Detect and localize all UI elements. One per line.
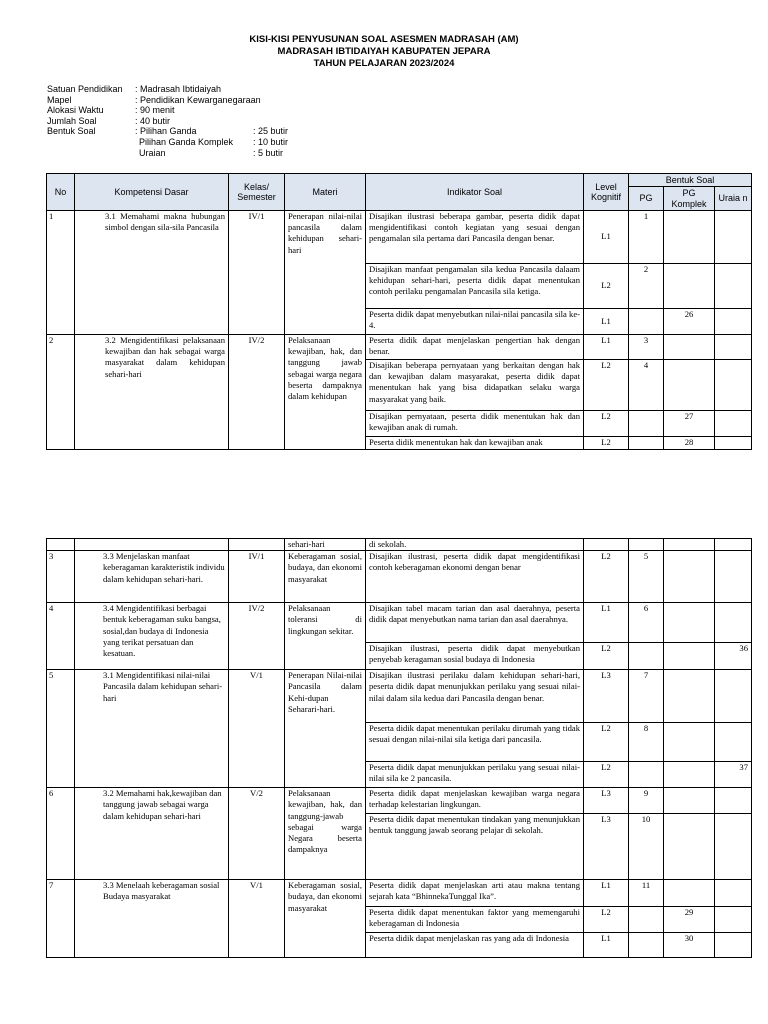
cell-materi: Keberagaman sosial, budaya, dan ekonomi masyarakat xyxy=(285,551,366,603)
title-line-2: MADRASAH IBTIDAIYAH KABUPATEN JEPARA xyxy=(277,46,491,57)
cell-pg: 8 xyxy=(629,723,664,762)
cell-kompetensi-dasar: 3.2 Mengidentifikasi pelaksanaan kewajiban dan hak sebagai warga masyarakat dalam kehidupan sehari-hari xyxy=(75,335,229,450)
cell-no: 7 xyxy=(47,880,75,958)
cell-pg: 2 xyxy=(629,264,664,309)
cell-pg-komplek xyxy=(664,360,715,411)
info-value: : Pilihan Ganda xyxy=(135,126,197,137)
cell-level: L1 xyxy=(584,335,629,360)
info-label: Alokasi Waktu xyxy=(47,105,104,116)
cell-uraian xyxy=(715,309,752,335)
cell-kompetensi-dasar: 3.1 Memahami makna hubungan simbol dengan sila-sila Pancasila xyxy=(75,211,229,335)
cell-uraian xyxy=(715,264,752,309)
cell-pg: 10 xyxy=(629,814,664,880)
cell-kelas: IV/2 xyxy=(229,603,285,670)
cell-uraian xyxy=(715,551,752,603)
cell-no: 3 xyxy=(47,551,75,603)
cell-level: L2 xyxy=(584,907,629,933)
cell-no: 1 xyxy=(47,211,75,335)
table-row xyxy=(47,539,752,551)
info-count: : 25 butir xyxy=(253,126,289,137)
cell-level: L2 xyxy=(584,411,629,437)
cell-uraian xyxy=(715,880,752,907)
cell-indikator: Peserta didik dapat menentukan faktor yang memengaruhi keberagaman di Indonesia xyxy=(366,907,584,933)
header-kompetensi-dasar: Kompetensi Dasar xyxy=(75,174,229,211)
cell-uraian xyxy=(715,539,752,551)
cell-kelas xyxy=(229,539,285,551)
cell-pg-komplek xyxy=(664,643,715,670)
cell-no: 2 xyxy=(47,335,75,450)
title-line-1: KISI-KISI PENYUSUNAN SOAL ASESMEN MADRASAH (AM) xyxy=(249,34,519,45)
table-row xyxy=(47,880,752,907)
kisi-kisi-table-page-2 xyxy=(46,538,752,958)
info-count: : 10 butir xyxy=(253,136,289,147)
cell-pg-komplek xyxy=(664,335,715,360)
cell-pg-komplek xyxy=(664,264,715,309)
cell-no: 4 xyxy=(47,603,75,670)
cell-uraian xyxy=(715,437,752,450)
cell-materi: Keberagaman sosial, budaya, dan ekonomi masyarakat xyxy=(285,880,366,958)
table-row xyxy=(47,211,752,264)
cell-level: L1 xyxy=(584,603,629,643)
header-kelas-semester: Kelas/ Semester xyxy=(229,174,285,211)
cell-indikator: Disajikan pernyataan, peserta didik menentukan hak dan kewajiban anak di rumah. xyxy=(366,411,584,437)
cell-indikator: Disajikan manfaat pengamalan sila kedua Pancasila dalaam kehidupan sehari-hari, peserta didik dapat menentukan contoh perilaku pengamalan Pancasila sila ketiga. xyxy=(366,264,584,309)
cell-pg-komplek: 28 xyxy=(664,437,715,450)
table-row xyxy=(47,788,752,814)
header-pg-komplek: PG Komplek xyxy=(664,187,715,211)
header-materi: Materi xyxy=(285,174,366,211)
cell-materi: Penerapan Nilai-nilai Pancasila dalam Kehi-dupan Seharari-hari. xyxy=(285,670,366,788)
cell-uraian: 37 xyxy=(715,762,752,788)
cell-materi: Pelaksanaan toleransi di lingkungan sekitar. xyxy=(285,603,366,670)
cell-indikator: Peserta didik dapat menjelaskan arti atau makna tentang sejarah kata “BhinnekaTunggal Ika”. xyxy=(366,880,584,907)
cell-level: L3 xyxy=(584,670,629,723)
cell-level: L2 xyxy=(584,762,629,788)
cell-pg-komplek xyxy=(664,551,715,603)
cell-indikator: Disajikan beberapa pernyataan yang berkaitan dengan hak dan kewajiban dalam masyarakat, peserta didik dapat menentukan hak yang bisa didapatkan selaku warga masyarakat yang baik. xyxy=(366,360,584,411)
cell-level: L3 xyxy=(584,788,629,814)
cell-indikator: Peserta didik dapat menentukan tindakan yang menunjukkan bentuk tanggung jawab seorang pelajar di sekolah. xyxy=(366,814,584,880)
table-row xyxy=(47,670,752,723)
cell-pg: 5 xyxy=(629,551,664,603)
kisi-kisi-table-page-1 xyxy=(46,173,752,450)
cell-materi: Pelaksanaan kewajiban, hak, dan tanggung jawab sebagai warga negara beserta dampaknya dalam kehidupan xyxy=(285,335,366,450)
cell-indikator: Disajikan ilustrasi perilaku dalam kehidupan sehari-hari, peserta didik dapat menunjukkan perilaku yang sesuai nilai-nilai dalam sila kedua dari Pancasila dengan benar. xyxy=(366,670,584,723)
info-value: : 90 menit xyxy=(135,105,175,116)
header-pg: PG xyxy=(629,187,664,211)
cell-uraian xyxy=(715,670,752,723)
info-value: : Madrasah Ibtidaiyah xyxy=(135,84,222,94)
cell-pg-komplek xyxy=(664,211,715,264)
cell-level: L2 xyxy=(584,264,629,309)
cell-uraian xyxy=(715,814,752,880)
cell-pg: 3 xyxy=(629,335,664,360)
cell-level: L1 xyxy=(584,880,629,907)
cell-uraian xyxy=(715,211,752,264)
cell-kelas: V/1 xyxy=(229,670,285,788)
cell-pg: 7 xyxy=(629,670,664,723)
info-label: Satuan Pendidikan xyxy=(47,84,123,94)
cell-pg: 1 xyxy=(629,211,664,264)
cell-indikator: Disajikan ilustrasi, peserta didik dapat mengidentifikasi contoh keberagaman ekonomi dengan benar xyxy=(366,551,584,603)
cell-pg xyxy=(629,411,664,437)
cell-pg xyxy=(629,907,664,933)
table-row xyxy=(47,335,752,360)
cell-uraian xyxy=(715,788,752,814)
cell-kelas: IV/1 xyxy=(229,211,285,335)
cell-pg-komplek: 27 xyxy=(664,411,715,437)
title-line-3: TAHUN PELAJARAN 2023/2024 xyxy=(313,58,455,69)
info-label: Bentuk Soal xyxy=(47,126,96,137)
cell-level: L1 xyxy=(584,309,629,335)
cell-kompetensi-dasar: 3.2 Memahami hak,kewajiban dan tanggung jawab sebagai warga dalam kehidupan sehari-hari xyxy=(75,788,229,880)
cell-level: L2 xyxy=(584,437,629,450)
cell-materi: sehari-hari xyxy=(285,539,366,551)
cell-indikator: Peserta didik dapat menyebutkan nilai-nilai pancasila sila ke-4. xyxy=(366,309,584,335)
cell-level: L2 xyxy=(584,360,629,411)
info-value: : Pendidikan Kewarganegaraan xyxy=(135,94,261,105)
header-level-kognitif: Level Kognitif xyxy=(584,174,629,211)
cell-kelas: V/1 xyxy=(229,880,285,958)
cell-pg-komplek xyxy=(664,670,715,723)
cell-uraian xyxy=(715,360,752,411)
cell-pg: 11 xyxy=(629,880,664,907)
cell-uraian xyxy=(715,411,752,437)
info-count: : 5 butir xyxy=(253,147,284,158)
cell-indikator: Peserta didik dapat menjelaskan pengertian hak dengan benar. xyxy=(366,335,584,360)
cell-pg-komplek xyxy=(664,814,715,880)
cell-indikator: Disajikan tabel macam tarian dan asal daerahnya, peserta didik dapat menyebutkan nama tarian dan asal daerahnya. xyxy=(366,603,584,643)
cell-level: L2 xyxy=(584,643,629,670)
cell-level: L1 xyxy=(584,933,629,958)
cell-pg xyxy=(629,539,664,551)
cell-pg xyxy=(629,933,664,958)
cell-uraian xyxy=(715,335,752,360)
header-uraian: Uraia n xyxy=(715,187,752,211)
cell-no xyxy=(47,539,75,551)
cell-pg: 9 xyxy=(629,788,664,814)
cell-level xyxy=(584,539,629,551)
cell-pg xyxy=(629,437,664,450)
cell-kompetensi-dasar: 3.1 Mengidentifikasi nilai-nilai Pancasila dalam kehidupan sehari-hari xyxy=(75,670,229,788)
cell-pg xyxy=(629,762,664,788)
cell-indikator: di sekolah. xyxy=(366,539,584,551)
cell-level: L3 xyxy=(584,814,629,880)
table-row xyxy=(47,603,752,643)
cell-uraian xyxy=(715,603,752,643)
cell-kelas: V/2 xyxy=(229,788,285,880)
cell-materi: Pelaksanaan kewajiban, hak, dan tanggung-jawab sebagai warga Negara beserta dampaknya xyxy=(285,788,366,880)
cell-kelas: IV/1 xyxy=(229,551,285,603)
cell-indikator: Disajikan ilustrasi, peserta didik dapat menyebutkan penyebab keragaman sosial budaya di Indonesia xyxy=(366,643,584,670)
cell-indikator: Peserta didik dapat menjelaskan kewajiban warga negara terhadap kelestarian lingkungan. xyxy=(366,788,584,814)
document-title xyxy=(0,34,768,70)
cell-pg-komplek xyxy=(664,788,715,814)
header-indikator-soal: Indikator Soal xyxy=(366,174,584,211)
cell-kompetensi-dasar xyxy=(75,539,229,551)
cell-pg-komplek: 26 xyxy=(664,309,715,335)
cell-level: L2 xyxy=(584,551,629,603)
cell-level: L2 xyxy=(584,723,629,762)
cell-uraian xyxy=(715,907,752,933)
cell-indikator: Peserta didik dapat menunjukkan perilaku yang sesuai nilai-nilai sila ke 2 pancasila. xyxy=(366,762,584,788)
cell-no: 6 xyxy=(47,788,75,880)
cell-pg-komplek xyxy=(664,880,715,907)
info-label: Mapel xyxy=(47,94,72,105)
info-value: Uraian xyxy=(139,147,166,158)
cell-materi: Penerapan nilai-nilai pancasila dalam kehidupan sehari-hari xyxy=(285,211,366,335)
cell-pg-komplek xyxy=(664,723,715,762)
cell-kelas: IV/2 xyxy=(229,335,285,450)
cell-level: L1 xyxy=(584,211,629,264)
cell-pg-komplek xyxy=(664,762,715,788)
cell-no: 5 xyxy=(47,670,75,788)
info-value: Pilihan Ganda Komplek xyxy=(139,136,234,147)
cell-pg-komplek: 29 xyxy=(664,907,715,933)
cell-indikator: Peserta didik dapat menentukan perilaku dirumah yang tidak sesuai dengan nilai-nilai sila ketiga dari pancasila. xyxy=(366,723,584,762)
cell-pg xyxy=(629,643,664,670)
cell-kompetensi-dasar: 3.4 Mengidentifikasi berbagai bentuk keberagaman suku bangsa, sosial,dan budaya di Indonesia yang terikat persatuan dan kesatuan. xyxy=(75,603,229,670)
cell-uraian xyxy=(715,723,752,762)
cell-uraian xyxy=(715,933,752,958)
cell-uraian: 36 xyxy=(715,643,752,670)
cell-kompetensi-dasar: 3.3 Menjelaskan manfaat keberagaman karakteristik individu dalam kehidupan sehari-hari. xyxy=(75,551,229,603)
cell-indikator: Peserta didik dapat menjelaskan ras yang ada di Indonesia xyxy=(366,933,584,958)
table-row xyxy=(47,551,752,603)
cell-pg: 6 xyxy=(629,603,664,643)
cell-indikator: Peserta didik menentukan hak dan kewajiban anak xyxy=(366,437,584,450)
cell-indikator: Disajikan ilustrasi beberapa gambar, peserta didik dapat mengidentifikasi contoh kegiatan yang sesuai dengan pengamalan sila pertama dari Pancasila dengan benar. xyxy=(366,211,584,264)
cell-pg xyxy=(629,309,664,335)
cell-pg-komplek: 30 xyxy=(664,933,715,958)
header-bentuk-soal: Bentuk Soal xyxy=(629,174,752,187)
cell-pg: 4 xyxy=(629,360,664,411)
cell-kompetensi-dasar: 3.3 Menelaah keberagaman sosial Budaya masyarakat xyxy=(75,880,229,958)
cell-pg-komplek xyxy=(664,603,715,643)
cell-pg-komplek xyxy=(664,539,715,551)
header-no: No xyxy=(47,174,75,211)
info-label: Jumlah Soal xyxy=(47,115,97,126)
info-value: : 40 butir xyxy=(135,115,171,126)
